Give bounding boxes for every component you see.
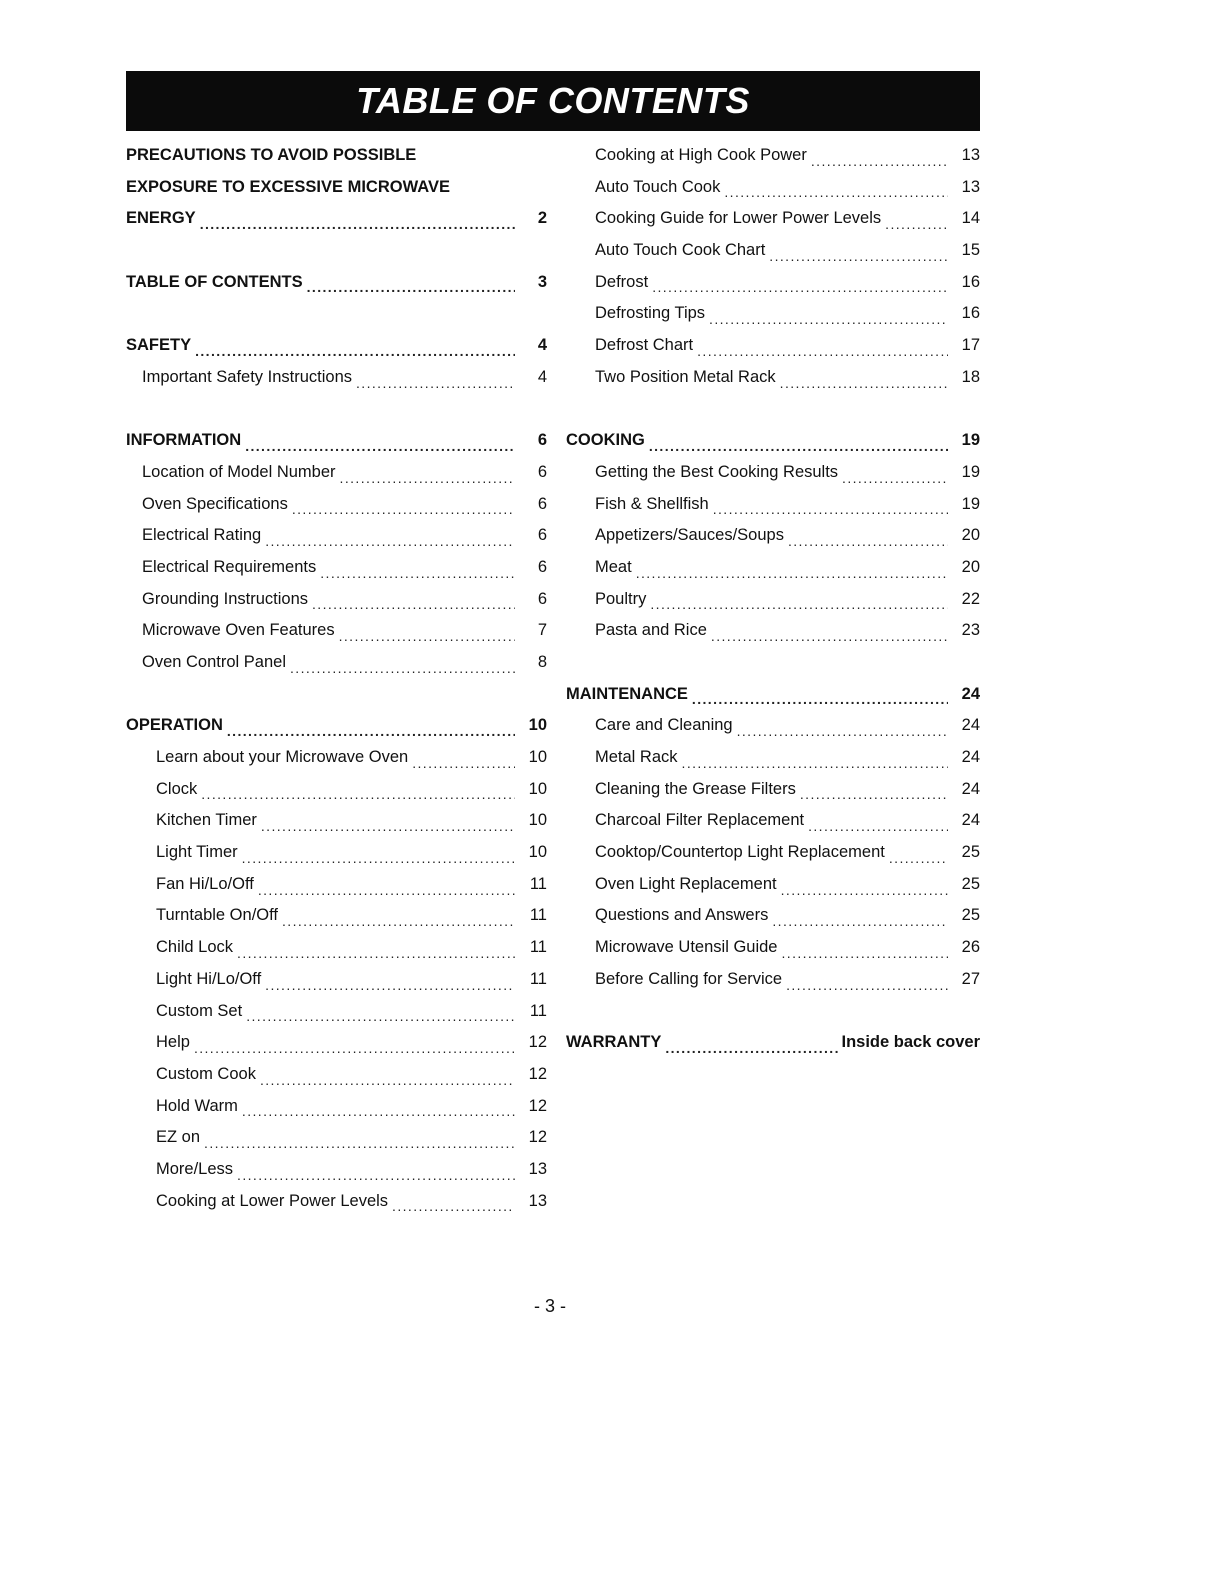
toc-page-number: 10 — [528, 716, 547, 735]
toc-dot-leader — [800, 774, 948, 806]
toc-entry[interactable] — [566, 298, 980, 330]
toc-entry-title: INFORMATION — [126, 431, 242, 450]
toc-entry-title: Cooking at Lower Power Levels — [156, 1191, 389, 1210]
toc-entry-title: Defrost Chart — [595, 336, 694, 355]
toc-entry-title: Cooking Guide for Lower Power Levels — [595, 209, 882, 228]
toc-entry[interactable] — [126, 1186, 547, 1218]
toc-entry[interactable] — [126, 869, 547, 901]
toc-page-number: 11 — [529, 1001, 547, 1020]
toc-page-number: 6 — [537, 431, 547, 450]
toc-dot-leader — [808, 805, 948, 837]
toc-entry[interactable] — [126, 552, 547, 584]
toc-dot-leader — [265, 964, 515, 996]
toc-dot-leader — [237, 1154, 515, 1186]
toc-dot-leader — [709, 298, 948, 330]
toc-entry-title: Electrical Requirements — [142, 557, 317, 576]
toc-dot-leader — [290, 647, 515, 679]
toc-entry[interactable] — [126, 362, 547, 394]
toc-entry[interactable] — [566, 964, 980, 996]
toc-entry-title: EZ on — [156, 1128, 201, 1147]
toc-page-number: 25 — [961, 906, 980, 925]
toc-dot-leader — [786, 964, 948, 996]
toc-dot-leader — [772, 901, 948, 933]
toc-entry[interactable] — [566, 615, 980, 647]
toc-page-number: 2 — [537, 209, 547, 228]
toc-page-number: 6 — [537, 557, 547, 576]
toc-entry[interactable] — [126, 964, 547, 996]
toc-dot-leader — [682, 742, 948, 774]
toc-entry-title: Before Calling for Service — [595, 969, 783, 988]
toc-page-number: 10 — [528, 748, 547, 767]
toc-section-heading[interactable] — [126, 172, 547, 204]
toc-dot-leader — [237, 932, 515, 964]
toc-dot-leader — [307, 267, 515, 299]
toc-entry[interactable] — [566, 805, 980, 837]
toc-page-number: 12 — [528, 1096, 547, 1115]
toc-entry[interactable] — [566, 457, 980, 489]
toc-entry[interactable] — [566, 901, 980, 933]
toc-page-number: 4 — [537, 367, 547, 386]
toc-entry[interactable] — [566, 742, 980, 774]
toc-page-number: 13 — [528, 1159, 547, 1178]
toc-left-column — [126, 140, 547, 1217]
toc-dot-leader — [769, 235, 948, 267]
toc-entry-title: Hold Warm — [156, 1096, 238, 1115]
toc-dot-leader — [842, 457, 948, 489]
toc-entry[interactable] — [126, 1059, 547, 1091]
toc-spacer — [566, 647, 980, 679]
toc-dot-leader — [781, 869, 948, 901]
toc-page-number: 12 — [528, 1128, 547, 1147]
toc-page-number: 20 — [961, 526, 980, 545]
toc-entry-title: Location of Model Number — [142, 462, 336, 481]
toc-entry[interactable] — [126, 520, 547, 552]
toc-entry-title: Microwave Oven Features — [142, 621, 335, 640]
toc-entry-title: Auto Touch Cook Chart — [595, 241, 766, 260]
toc-dot-leader — [261, 805, 515, 837]
toc-dot-leader — [650, 584, 948, 616]
toc-page-number: 27 — [961, 969, 980, 988]
toc-entry[interactable] — [566, 330, 980, 362]
toc-entry-title: Turntable On/Off — [156, 906, 278, 925]
toc-dot-leader — [195, 330, 515, 362]
toc-page-number: 24 — [961, 811, 980, 830]
toc-page-number: 10 — [528, 779, 547, 798]
toc-banner: TABLE OF CONTENTS — [126, 71, 980, 131]
toc-dot-leader — [339, 615, 515, 647]
toc-page-number: 13 — [528, 1191, 547, 1210]
toc-entry[interactable] — [126, 1091, 547, 1123]
toc-dot-leader — [282, 901, 515, 933]
toc-dot-leader — [227, 710, 515, 742]
toc-entry[interactable] — [566, 869, 980, 901]
toc-entry-title: Learn about your Microwave Oven — [156, 748, 409, 767]
toc-section-heading[interactable] — [126, 330, 547, 362]
toc-dot-leader — [242, 1091, 515, 1123]
toc-entry[interactable] — [126, 996, 547, 1028]
toc-dot-leader — [242, 837, 515, 869]
toc-page-number: 13 — [961, 177, 980, 196]
toc-dot-leader — [412, 742, 515, 774]
toc-entry-title: Charcoal Filter Replacement — [595, 811, 805, 830]
toc-entry[interactable] — [126, 742, 547, 774]
toc-entry[interactable] — [566, 267, 980, 299]
toc-entry-title: Grounding Instructions — [142, 589, 309, 608]
toc-section-heading[interactable] — [566, 425, 980, 457]
toc-page-number: 7 — [537, 621, 547, 640]
toc-entry-title: Appetizers/Sauces/Soups — [595, 526, 784, 545]
toc-dot-leader — [258, 869, 515, 901]
toc-dot-leader — [340, 457, 515, 489]
toc-entry-title: Pasta and Rice — [595, 621, 707, 640]
toc-entry-title: Meat — [595, 557, 632, 576]
toc-dot-leader — [713, 489, 948, 521]
toc-dot-leader — [649, 425, 948, 457]
toc-page-number: 24 — [961, 684, 980, 703]
toc-entry-title: Light Timer — [156, 843, 238, 862]
toc-entry-title: Custom Cook — [156, 1064, 256, 1083]
toc-section-heading[interactable] — [126, 140, 547, 172]
toc-entry[interactable] — [566, 932, 980, 964]
toc-spacer — [126, 298, 547, 330]
toc-dot-leader — [665, 1027, 837, 1059]
toc-spacer — [566, 394, 980, 426]
toc-entry[interactable] — [126, 584, 547, 616]
toc-entry-title: Light Hi/Lo/Off — [156, 969, 262, 988]
toc-entry-title: Clock — [156, 779, 198, 798]
toc-page-number: 22 — [961, 589, 980, 608]
toc-entry[interactable] — [566, 837, 980, 869]
toc-page-number: 12 — [528, 1033, 547, 1052]
toc-page-number: 25 — [961, 874, 980, 893]
toc-page-number: 4 — [537, 336, 547, 355]
toc-entry-title: Help — [156, 1033, 190, 1052]
toc-dot-leader — [201, 774, 515, 806]
toc-page-number: 11 — [529, 938, 547, 957]
toc-spacer — [126, 394, 547, 426]
toc-entry-title: COOKING — [566, 431, 645, 450]
toc-entry-title: WARRANTY — [566, 1033, 662, 1052]
toc-dot-leader — [788, 520, 948, 552]
toc-entry-title: Fish & Shellfish — [595, 494, 709, 513]
toc-entry-title: Defrosting Tips — [595, 304, 706, 323]
toc-page-number: 16 — [961, 304, 980, 323]
toc-entry-title: PRECAUTIONS TO AVOID POSSIBLE — [126, 145, 417, 164]
toc-dot-leader — [260, 1059, 515, 1091]
toc-page-number: 24 — [961, 716, 980, 735]
toc-dot-leader — [292, 489, 515, 521]
toc-page-number: 24 — [961, 779, 980, 798]
toc-dot-leader — [312, 584, 515, 616]
toc-entry-title: Cleaning the Grease Filters — [595, 779, 796, 798]
toc-entry[interactable] — [126, 457, 547, 489]
toc-entry-title: Metal Rack — [595, 748, 678, 767]
toc-entry-title: EXPOSURE TO EXCESSIVE MICROWAVE — [126, 177, 450, 196]
toc-dot-leader — [200, 203, 515, 235]
toc-page-number: 13 — [961, 145, 980, 164]
toc-page-number: 11 — [529, 969, 547, 988]
toc-dot-leader — [811, 140, 948, 172]
toc-entry-title: Oven Specifications — [142, 494, 288, 513]
toc-entry[interactable] — [566, 235, 980, 267]
toc-page-number: 25 — [961, 843, 980, 862]
toc-entry-title: SAFETY — [126, 336, 192, 355]
toc-page-number: 19 — [961, 431, 980, 450]
toc-page-number: 3 — [537, 272, 547, 291]
toc-entry[interactable] — [126, 932, 547, 964]
toc-entry-title: MAINTENANCE — [566, 684, 688, 703]
toc-dot-leader — [652, 267, 948, 299]
toc-dot-leader — [392, 1186, 515, 1218]
toc-entry-title: Auto Touch Cook — [595, 177, 721, 196]
toc-page-number: 8 — [537, 652, 547, 671]
toc-entry-title: ENERGY — [126, 209, 196, 228]
page-number: - 3 - — [533, 1296, 566, 1316]
toc-entry[interactable] — [566, 520, 980, 552]
toc-entry[interactable] — [126, 1122, 547, 1154]
toc-spacer — [566, 996, 980, 1028]
toc-entry-title: Questions and Answers — [595, 906, 769, 925]
toc-entry-title: Care and Cleaning — [595, 716, 733, 735]
toc-page-number: 10 — [528, 811, 547, 830]
toc-entry[interactable] — [126, 1154, 547, 1186]
toc-entry[interactable] — [566, 362, 980, 394]
toc-page-number: 26 — [961, 938, 980, 957]
toc-spacer — [126, 235, 547, 267]
toc-dot-leader — [454, 172, 515, 204]
toc-page-number: 20 — [961, 557, 980, 576]
toc-entry[interactable] — [566, 774, 980, 806]
toc-entry-title: Kitchen Timer — [156, 811, 257, 830]
toc-page-number: 6 — [537, 526, 547, 545]
toc-entry-title: Custom Set — [156, 1001, 243, 1020]
toc-entry-title: Important Safety Instructions — [142, 367, 353, 386]
toc-entry[interactable] — [126, 901, 547, 933]
toc-entry-title: Defrost — [595, 272, 649, 291]
toc-entry[interactable] — [126, 1027, 547, 1059]
toc-entry-title: Getting the Best Cooking Results — [595, 462, 839, 481]
toc-entry-title: Cooking at High Cook Power — [595, 145, 807, 164]
toc-dot-leader — [204, 1122, 515, 1154]
toc-right-column — [566, 140, 980, 1059]
toc-dot-leader — [356, 362, 515, 394]
toc-dot-leader — [420, 140, 515, 172]
toc-dot-leader — [265, 520, 515, 552]
toc-entry-title: Electrical Rating — [142, 526, 262, 545]
toc-dot-leader — [697, 330, 948, 362]
toc-entry[interactable] — [566, 172, 980, 204]
toc-dot-leader — [245, 425, 515, 457]
toc-page-number: 19 — [961, 462, 980, 481]
toc-entry-title: TABLE OF CONTENTS — [126, 272, 303, 291]
toc-entry-title: More/Less — [156, 1159, 234, 1178]
toc-page-number: 17 — [961, 336, 980, 355]
toc-entry[interactable] — [566, 489, 980, 521]
toc-section-heading[interactable] — [566, 1027, 980, 1059]
toc-entry-title: Child Lock — [156, 938, 234, 957]
toc-entry-title: Poultry — [595, 589, 647, 608]
toc-dot-leader — [246, 996, 515, 1028]
toc-entry[interactable] — [126, 805, 547, 837]
toc-section-heading[interactable] — [126, 425, 547, 457]
toc-dot-leader — [692, 679, 948, 711]
toc-page-number: 6 — [537, 462, 547, 481]
toc-page-number: 6 — [537, 494, 547, 513]
toc-page-number: 14 — [961, 209, 980, 228]
toc-entry-title: Two Position Metal Rack — [595, 367, 776, 386]
toc-entry-title: Microwave Utensil Guide — [595, 938, 778, 957]
toc-page-number: 12 — [528, 1064, 547, 1083]
toc-dot-leader — [194, 1027, 515, 1059]
toc-page-number: 11 — [529, 874, 547, 893]
toc-dot-leader — [885, 203, 948, 235]
toc-entry[interactable] — [126, 615, 547, 647]
toc-page-number: 24 — [961, 748, 980, 767]
toc-dot-leader — [780, 362, 948, 394]
toc-page-number: 23 — [961, 621, 980, 640]
toc-section-heading[interactable] — [126, 203, 547, 235]
toc-spacer — [126, 679, 547, 711]
toc-page-number: 6 — [537, 589, 547, 608]
toc-page-number: 16 — [961, 272, 980, 291]
toc-dot-leader — [781, 932, 948, 964]
toc-entry[interactable] — [566, 584, 980, 616]
toc-dot-leader — [711, 615, 948, 647]
toc-entry-title: Cooktop/Countertop Light Replacement — [595, 843, 885, 862]
toc-entry-title: OPERATION — [126, 716, 223, 735]
toc-page-number: 15 — [961, 241, 980, 260]
toc-section-heading[interactable] — [126, 267, 547, 299]
toc-entry-title: Oven Control Panel — [142, 652, 286, 671]
toc-entry[interactable] — [126, 837, 547, 869]
toc-entry[interactable] — [126, 774, 547, 806]
toc-page-number: 10 — [528, 843, 547, 862]
toc-section-heading[interactable] — [126, 710, 547, 742]
toc-dot-leader — [889, 837, 948, 869]
toc-entry[interactable] — [566, 552, 980, 584]
toc-section-heading[interactable] — [566, 679, 980, 711]
toc-page-number: 19 — [961, 494, 980, 513]
toc-dot-leader — [724, 172, 948, 204]
toc-page-number: Inside back cover — [841, 1033, 980, 1052]
toc-entry[interactable] — [566, 203, 980, 235]
toc-dot-leader — [636, 552, 948, 584]
toc-entry[interactable] — [566, 140, 980, 172]
toc-entry-title: Oven Light Replacement — [595, 874, 777, 893]
toc-dot-leader — [320, 552, 515, 584]
toc-entry[interactable] — [126, 647, 547, 679]
toc-dot-leader — [737, 710, 948, 742]
toc-page-number: 18 — [961, 367, 980, 386]
toc-entry[interactable] — [566, 710, 980, 742]
toc-page-number: 11 — [529, 906, 547, 925]
toc-entry[interactable] — [126, 489, 547, 521]
toc-entry-title: Fan Hi/Lo/Off — [156, 874, 254, 893]
